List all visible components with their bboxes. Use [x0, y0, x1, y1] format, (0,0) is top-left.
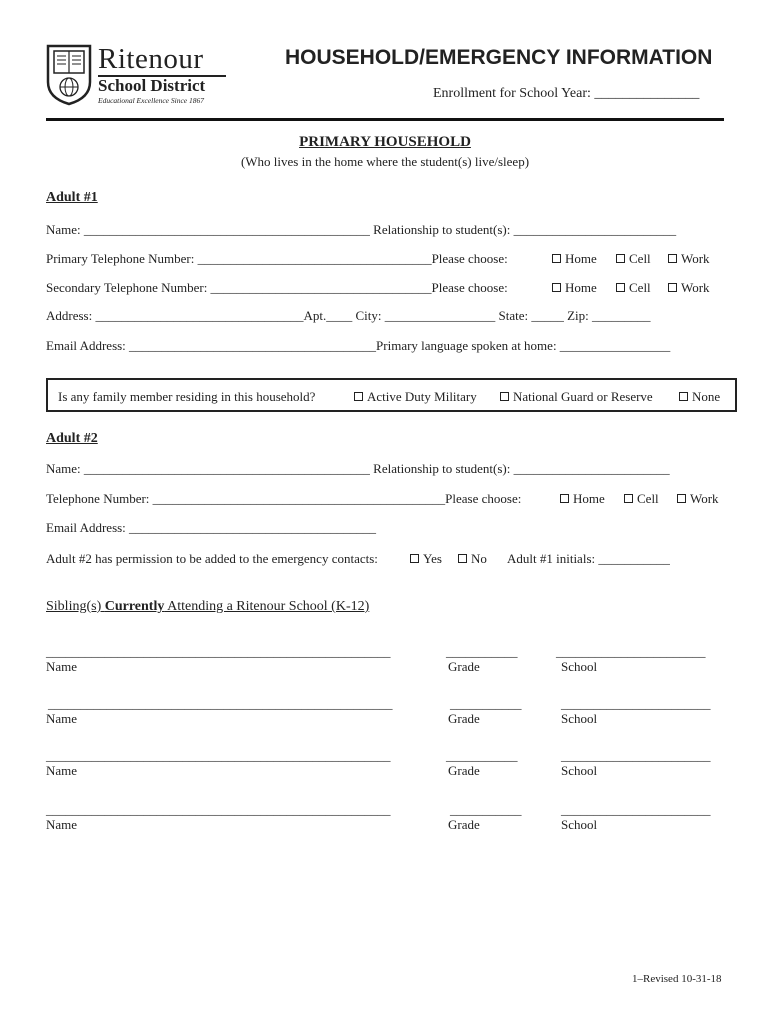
permission-no-option[interactable]: [458, 551, 487, 567]
checkbox-icon[interactable]: [677, 494, 686, 503]
option-label: Cell: [637, 491, 659, 506]
checkbox-icon[interactable]: [624, 494, 633, 503]
primary-household-title: PRIMARY HOUSEHOLD: [299, 134, 471, 150]
checkbox-icon[interactable]: [552, 254, 561, 263]
adult1-phone1-work-option[interactable]: [668, 251, 710, 267]
adult2-name-field[interactable]: Name: ____________________________________________ Relationship to student(s): ________________________: [46, 461, 670, 476]
revision-note: 1–Revised 10-31-18: [632, 973, 722, 985]
adult1-phone1-home-option[interactable]: [552, 251, 597, 267]
sibling-school-field[interactable]: _______________________: [561, 696, 711, 711]
adult2-email-field[interactable]: Email Address: ______________________________________: [46, 520, 377, 535]
sibling-name-field[interactable]: _____________________________________________________: [46, 748, 391, 763]
checkbox-icon[interactable]: [668, 254, 677, 263]
option-label: Home: [573, 491, 605, 506]
checkbox-icon[interactable]: [458, 554, 467, 563]
enrollment-year-field[interactable]: Enrollment for School Year: _______________: [433, 86, 700, 101]
national-guard-option[interactable]: [500, 389, 653, 405]
sibling-school-label: School: [561, 711, 598, 726]
primary-household-subtitle: (Who lives in the home where the student(s) live/sleep): [240, 154, 530, 169]
checkbox-icon[interactable]: [410, 554, 419, 563]
option-label: Cell: [629, 280, 651, 295]
checkbox-icon[interactable]: [552, 283, 561, 292]
sibling-school-label: School: [561, 659, 598, 674]
checkbox-icon[interactable]: [668, 283, 677, 292]
sibling-grade-label: Grade: [448, 763, 480, 778]
sibling-school-field[interactable]: _______________________: [561, 802, 711, 817]
checkbox-icon[interactable]: [500, 392, 509, 401]
logo-district: School District: [98, 76, 206, 95]
adult2-heading: Adult #2: [46, 431, 98, 446]
page-title: HOUSEHOLD/EMERGENCY INFORMATION: [285, 46, 713, 69]
sibling-name-field[interactable]: _____________________________________________________: [48, 696, 393, 711]
adult1-email-field[interactable]: Email Address: ______________________________________Primary language spoken at home: _________________: [46, 338, 671, 353]
adult1-phone2-cell-option[interactable]: [616, 280, 651, 296]
sibling-grade-field[interactable]: ___________: [446, 748, 518, 763]
military-question-box: [46, 378, 737, 412]
adult1-address-field[interactable]: Address: ________________________________Apt.____ City: _________________ State: _____ Zip: _________: [46, 308, 651, 323]
sibling-school-field[interactable]: _______________________: [561, 748, 711, 763]
option-label: Work: [690, 491, 719, 506]
none-option[interactable]: [679, 389, 720, 405]
sibling-school-field[interactable]: _______________________: [556, 644, 706, 659]
checkbox-icon[interactable]: [354, 392, 363, 401]
sibling-school-label: School: [561, 763, 598, 778]
permission-yes-option[interactable]: [410, 551, 442, 567]
option-label: None: [692, 389, 721, 404]
adult2-phone-work-option[interactable]: [677, 491, 719, 507]
sibling-grade-field[interactable]: ___________: [450, 696, 522, 711]
adult2-phone-home-option[interactable]: [560, 491, 605, 507]
siblings-heading-post: Attending a Ritenour School (K-12): [164, 599, 370, 614]
adult1-heading: Adult #1: [46, 190, 98, 205]
sibling-name-field[interactable]: _____________________________________________________: [46, 802, 391, 817]
district-logo: [46, 44, 226, 108]
logo-tagline: Educational Excellence Since 1867: [98, 96, 204, 105]
military-question: Is any family member residing in this household?: [58, 389, 316, 404]
adult2-phone-cell-option[interactable]: [624, 491, 659, 507]
siblings-heading-pre: Sibling(s): [46, 599, 105, 614]
sibling-name-label: Name: [46, 659, 78, 674]
sibling-grade-label: Grade: [448, 711, 480, 726]
option-label: National Guard or Reserve: [513, 389, 653, 404]
option-label: Home: [565, 251, 597, 266]
adult1-phone2-home-option[interactable]: [552, 280, 597, 296]
siblings-heading: [46, 599, 369, 615]
adult1-phone2-work-option[interactable]: [668, 280, 710, 296]
adult2-phone-field[interactable]: Telephone Number: _____________________________________________Please choose:: [46, 491, 522, 506]
checkbox-icon[interactable]: [616, 283, 625, 292]
siblings-heading-bold: Currently: [104, 599, 165, 614]
checkbox-icon[interactable]: [560, 494, 569, 503]
sibling-grade-field[interactable]: ___________: [450, 802, 522, 817]
header-rule: [46, 118, 724, 121]
option-label: Active Duty Military: [367, 389, 477, 404]
sibling-grade-label: Grade: [448, 817, 480, 832]
adult1-primary-phone-field[interactable]: Primary Telephone Number: ____________________________________Please choose:: [46, 251, 508, 266]
checkbox-icon[interactable]: [616, 254, 625, 263]
sibling-name-label: Name: [46, 763, 78, 778]
sibling-name-label: Name: [46, 711, 78, 726]
sibling-name-label: Name: [46, 817, 78, 832]
sibling-name-field[interactable]: _____________________________________________________: [46, 644, 391, 659]
option-label: Cell: [629, 251, 651, 266]
active-duty-option[interactable]: [354, 389, 477, 405]
option-label: Yes: [423, 551, 442, 566]
sibling-school-label: School: [561, 817, 598, 832]
adult1-initials-field[interactable]: Adult #1 initials: ___________: [507, 551, 670, 566]
shield-book-globe-icon: [46, 44, 92, 106]
option-label: No: [471, 551, 487, 566]
option-label: Work: [681, 251, 710, 266]
option-label: Home: [565, 280, 597, 295]
adult1-name-field[interactable]: Name: ____________________________________________ Relationship to student(s): _________________________: [46, 222, 677, 237]
option-label: Work: [681, 280, 710, 295]
adult2-permission-question: Adult #2 has permission to be added to the emergency contacts:: [46, 551, 378, 566]
adult1-phone1-cell-option[interactable]: [616, 251, 651, 267]
sibling-grade-label: Grade: [448, 659, 480, 674]
checkbox-icon[interactable]: [679, 392, 688, 401]
sibling-grade-field[interactable]: ___________: [446, 644, 518, 659]
logo-name: Ritenour: [98, 43, 204, 75]
adult1-secondary-phone-field[interactable]: Secondary Telephone Number: __________________________________Please choose:: [46, 280, 508, 295]
